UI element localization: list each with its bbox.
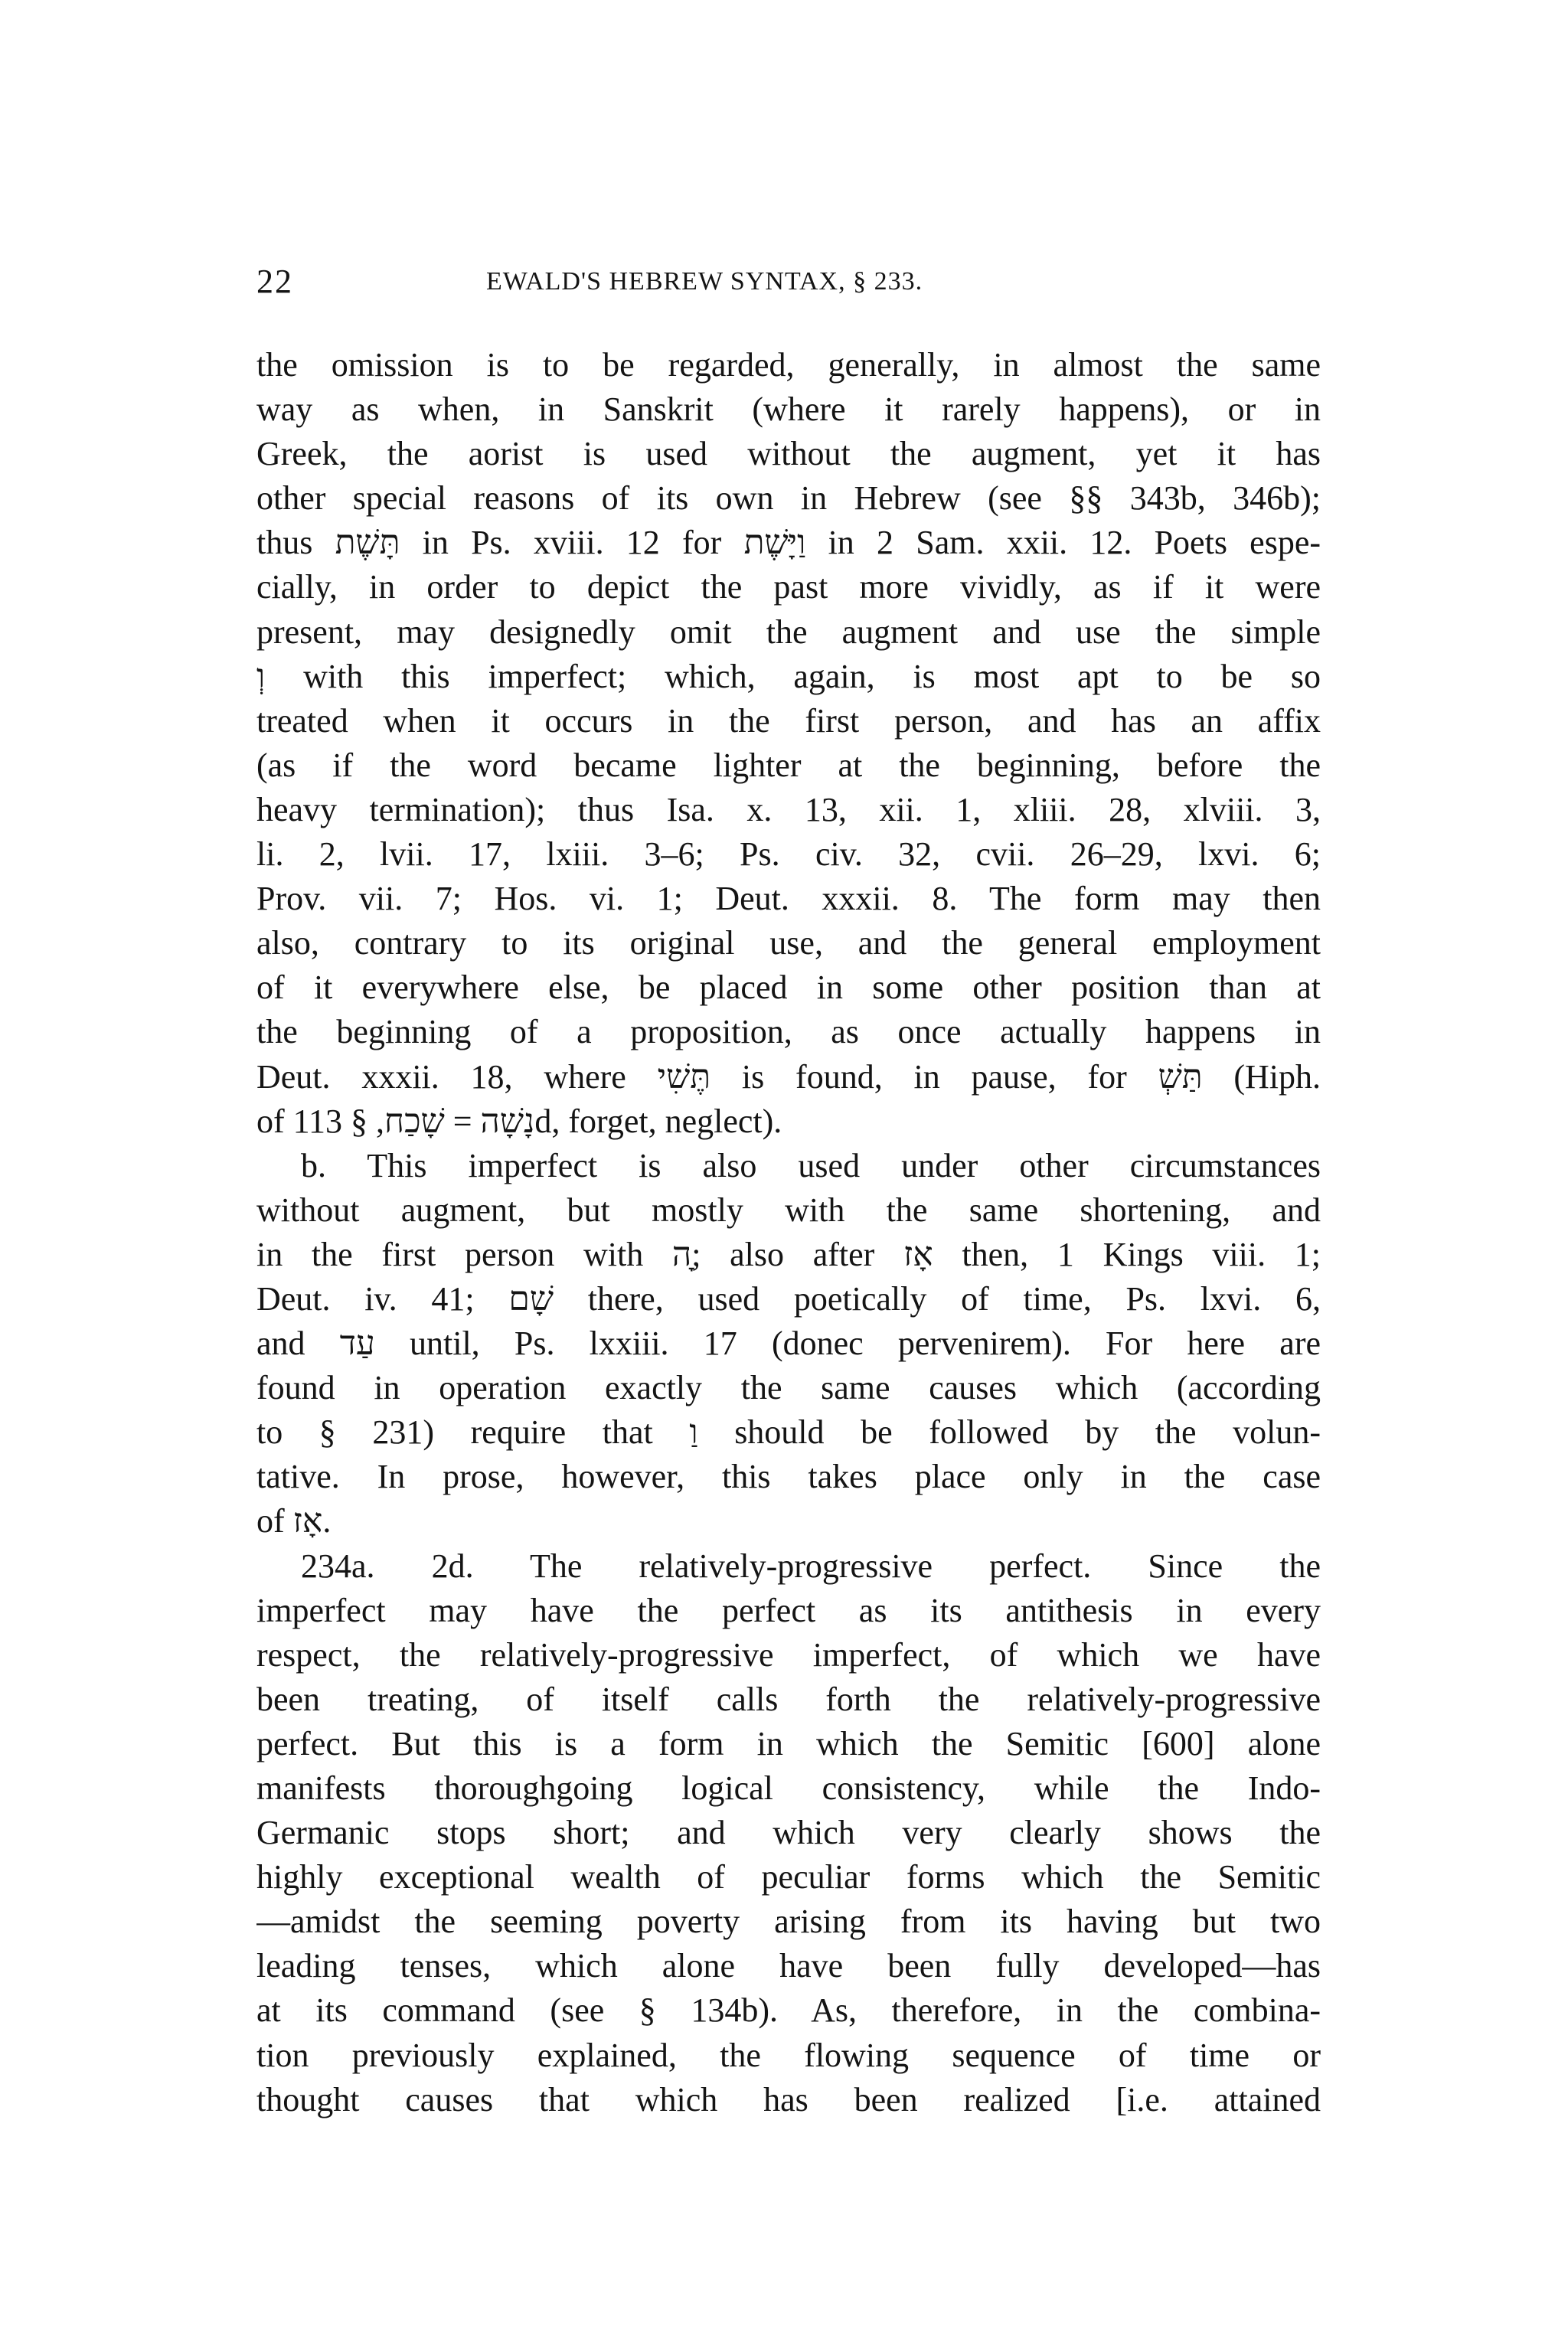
running-title: EWALD'S HEBREW SYNTAX, § 233. xyxy=(486,267,923,296)
text-line: 234a. 2d. The relatively-progressive perfect. Since the xyxy=(301,1547,1321,1585)
text-line: present, may designedly omit the augment and use the simple xyxy=(256,612,1321,651)
text-line: heavy termination); thus Isa. x. 13, xii. 1, xliii. 28, xlviii. 3, xyxy=(256,790,1321,828)
text-line: at its command (see § 134b). As, therefore, in the combina- xyxy=(256,1991,1321,2030)
text-line: been treating, of itself calls forth the relatively-progressive xyxy=(256,1680,1321,1718)
text-line: manifests thoroughgoing logical consistency, while the Indo- xyxy=(256,1769,1321,1807)
text-line: perfect. But this is a form in which the Semitic [600] alone xyxy=(256,1724,1321,1762)
text-line: and עַד until, Ps. lxxiii. 17 (donec pervenirem). For here are xyxy=(256,1325,1321,1363)
text-line: cially, in order to depict the past more vividly, as if it were xyxy=(256,568,1321,606)
text-line: Deut. iv. 41; שָׁם there, used poetically of time, Ps. lxvi. 6, xyxy=(256,1279,1321,1318)
text-line: the omission is to be regarded, generally, in almost the same xyxy=(256,346,1321,384)
running-head xyxy=(256,259,1321,305)
text-line: Greek, the aorist is used without the augment, yet it has xyxy=(256,435,1321,473)
text-line: Prov. vii. 7; Hos. vi. 1; Deut. xxxii. 8. The form may then xyxy=(256,880,1321,918)
text-line: b. This imperfect is also used under other circumstances xyxy=(301,1146,1321,1184)
text-line: —amidst the seeming poverty arising from its having but two xyxy=(256,1903,1321,1941)
text-line: way as when, in Sanskrit (where it rarely happens), or in xyxy=(256,390,1321,429)
text-line: without augment, but mostly with the same shortening, and xyxy=(256,1191,1321,1229)
text-line: thought causes that which has been realized [i.e. attained xyxy=(256,2080,1321,2118)
text-line: respect, the relatively-progressive imperfect, of which we have xyxy=(256,1635,1321,1674)
text-line: treated when it occurs in the first person, and has an affix xyxy=(256,701,1321,740)
page-number: 22 xyxy=(256,263,293,300)
text-line: the beginning of a proposition, as once actually happens in xyxy=(256,1013,1321,1051)
text-line: li. 2, lvii. 17, lxiii. 3–6; Ps. civ. 32, cvii. 26–29, lxvi. 6; xyxy=(256,835,1321,874)
text-line: in the first person with ה‎ָ‎; also after אָז then, 1 Kings viii. 1; xyxy=(256,1235,1321,1273)
body-text xyxy=(256,343,1321,2122)
text-line: found in operation exactly the same causes which (according xyxy=(256,1369,1321,1407)
text-line: of אָז. xyxy=(256,1502,332,1540)
text-line: tion previously explained, the flowing sequence of time or xyxy=(256,2036,1321,2074)
text-line: (as if the word became lighter at the beginning, before the xyxy=(256,746,1321,784)
text-line: imperfect may have the perfect as its antithesis in every xyxy=(256,1591,1321,1629)
text-line: thus תָּשֶׁת in Ps. xviii. 12 for וַיָּשֶׁת in 2 Sam. xxii. 12. Poets espe- xyxy=(256,524,1321,562)
text-line: highly exceptional wealth of peculiar forms which the Semitic xyxy=(256,1858,1321,1896)
text-line: of it everywhere else, be placed in some other position than at xyxy=(256,969,1321,1007)
text-line: וְ with this imperfect; which, again, is most apt to be so xyxy=(256,657,1321,695)
text-line: of נָשָׁה = שָׁכַח, § 113d, forget, neglect). xyxy=(256,1102,782,1140)
text-line: to § 231) require that וַ should be followed by the volun- xyxy=(256,1413,1321,1452)
text-line: Germanic stops short; and which very clearly shows the xyxy=(256,1814,1321,1852)
text-line: tative. In prose, however, this takes place only in the case xyxy=(256,1458,1321,1496)
text-line: also, contrary to its original use, and the general employment xyxy=(256,924,1321,962)
text-line: other special reasons of its own in Hebrew (see §§ 343b, 346b); xyxy=(256,479,1321,518)
text-line: Deut. xxxii. 18, where תֶּשִׁי is found, in pause, for תַּשְׁ (Hiph. xyxy=(256,1057,1321,1096)
text-line: leading tenses, which alone have been fully developed—has xyxy=(256,1947,1321,1985)
